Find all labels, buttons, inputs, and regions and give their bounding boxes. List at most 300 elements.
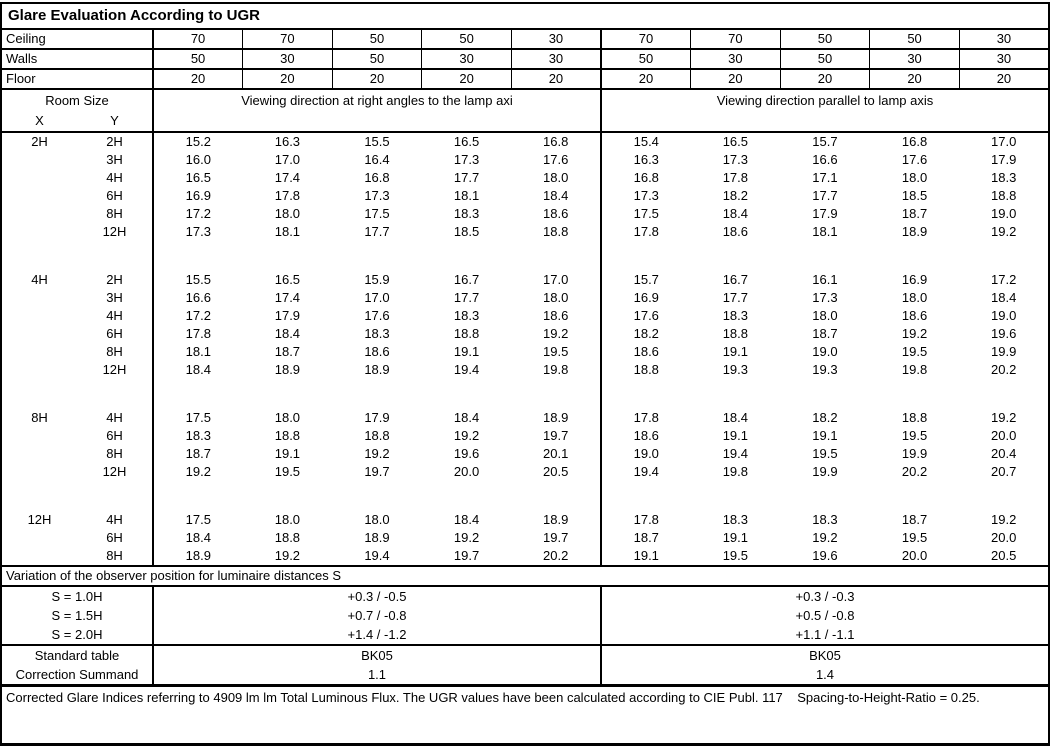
ugr-value: 17.6 (543, 152, 569, 168)
ugr-value: 18.0 (901, 170, 928, 186)
spacer-cell (153, 241, 601, 271)
ugr-value: 17.5 (601, 205, 691, 223)
ugr-value: 18.9 (543, 512, 569, 528)
ugr-value: 20.5 (991, 548, 1017, 564)
ugr-value: 19.5 (274, 464, 301, 480)
ugr-value: 17.6 (901, 152, 928, 168)
ugr-value: 18.3 (722, 512, 749, 528)
ugr-value: 19.7 (543, 530, 569, 546)
surface-value: 50 (780, 29, 870, 49)
ugr-value: 18.3 (812, 512, 838, 528)
ugr-value: 18.1 (812, 224, 838, 240)
variation-title: Variation of the observer position for luminaire distances S (1, 566, 1049, 586)
ugr-value: 19.2 (185, 464, 211, 480)
ugr-value: 16.9 (185, 188, 211, 204)
ugr-value: 19.5 (722, 548, 749, 564)
ugr-value: 17.8 (274, 188, 301, 204)
room-x-label: 4H (31, 272, 48, 288)
ugr-value: 17.8 (601, 223, 691, 241)
ugr-value: 17.8 (722, 170, 749, 186)
surface-value: 20 (780, 69, 870, 89)
ugr-data-row (1, 271, 1049, 289)
ugr-value: 18.7 (601, 529, 691, 547)
ugr-value: 15.9 (364, 272, 390, 288)
ugr-value: 15.7 (812, 134, 838, 150)
surface-value: 20 (332, 69, 422, 89)
surface-value: 70 (601, 29, 691, 49)
variation-value-left: +1.4 / -1.2 (153, 625, 601, 645)
ugr-data-row (1, 445, 1049, 463)
variation-value-right: +0.5 / -0.8 (795, 607, 855, 623)
ugr-value: 16.3 (274, 134, 301, 150)
ugr-data-row (1, 511, 1049, 529)
ugr-value: 17.7 (722, 290, 749, 306)
ugr-value: 18.1 (185, 344, 211, 360)
ugr-value: 17.8 (601, 511, 691, 529)
surface-value: 30 (511, 49, 601, 69)
summary-value-left: 1.1 (153, 665, 601, 686)
surface-value: 30 (870, 49, 960, 69)
surface-value: 20 (422, 69, 512, 89)
ugr-data-row (1, 361, 1049, 379)
ugr-value: 18.6 (901, 308, 928, 324)
ugr-value: 18.8 (722, 326, 749, 342)
summary-value-right: BK05 (601, 645, 1049, 665)
surface-value: 50 (153, 49, 243, 69)
footer-row (1, 686, 1049, 745)
room-y-label: 8H (77, 205, 153, 223)
ugr-value: 18.6 (601, 343, 691, 361)
ugr-value: 18.3 (453, 206, 480, 222)
room-x-label (1, 463, 77, 481)
ugr-value: 19.4 (722, 446, 749, 462)
ugr-value: 19.2 (453, 530, 480, 546)
ugr-value: 19.5 (812, 446, 838, 462)
ugr-value: 16.5 (722, 134, 749, 150)
ugr-value: 19.8 (543, 362, 569, 378)
ugr-value: 18.7 (901, 512, 928, 528)
ugr-value: 18.7 (812, 326, 838, 342)
summary-value-left: BK05 (153, 645, 601, 665)
ugr-value: 18.6 (543, 206, 569, 222)
ugr-value: 18.0 (364, 512, 390, 528)
ugr-value: 17.2 (185, 206, 211, 222)
room-size-label: Room Size (45, 93, 109, 108)
ugr-value: 17.3 (812, 290, 838, 306)
room-x-header: X (35, 112, 44, 128)
ugr-value: 18.9 (185, 548, 211, 564)
ugr-value: 18.3 (453, 308, 480, 324)
variation-row (1, 586, 1049, 606)
ugr-data-row (1, 169, 1049, 187)
ugr-value: 16.7 (722, 272, 749, 288)
room-y-header: Y (110, 112, 119, 128)
ugr-value: 19.1 (722, 530, 749, 546)
surface-value: 30 (959, 29, 1049, 49)
summary-value-right: 1.4 (815, 666, 835, 682)
ugr-value: 18.9 (364, 530, 390, 546)
room-x-label: 8H (31, 410, 48, 426)
surface-value: 20 (153, 69, 243, 89)
ugr-value: 16.5 (185, 170, 211, 186)
room-x-label (1, 343, 77, 361)
surface-value: 30 (691, 49, 781, 69)
room-x-label (1, 307, 77, 325)
ugr-value: 15.2 (185, 134, 211, 150)
ugr-value: 18.6 (601, 427, 691, 445)
room-x-label: 2H (31, 134, 48, 150)
surface-value: 20 (870, 69, 960, 89)
surface-value: 20 (959, 69, 1049, 89)
summary-label: Standard table (1, 645, 153, 665)
room-y-label: 12H (77, 463, 153, 481)
room-x-label (1, 325, 77, 343)
ugr-value: 17.7 (453, 170, 480, 186)
surface-value: 50 (780, 49, 870, 69)
ugr-value: 18.1 (453, 188, 480, 204)
ugr-data-row (1, 409, 1049, 427)
ugr-value: 20.0 (991, 530, 1017, 546)
ugr-value: 18.2 (812, 410, 838, 426)
ugr-data-row (1, 205, 1049, 223)
ugr-data-row (1, 151, 1049, 169)
ugr-value: 19.1 (601, 547, 691, 566)
room-x-label (1, 547, 77, 566)
ugr-value: 17.5 (185, 410, 211, 426)
spacer-cell (601, 379, 1049, 409)
summary-row (1, 665, 1049, 686)
ugr-value: 18.8 (453, 326, 480, 342)
ugr-value: 17.5 (364, 206, 390, 222)
room-y-label: 6H (77, 325, 153, 343)
surface-row (1, 69, 1049, 89)
ugr-value: 15.7 (601, 271, 691, 289)
ugr-value: 19.7 (543, 428, 569, 444)
ugr-value: 20.2 (991, 362, 1017, 378)
s-distance-label: S = 2.0H (1, 625, 153, 645)
ugr-value: 16.5 (274, 272, 301, 288)
ugr-value: 19.9 (812, 464, 838, 480)
ugr-value: 17.3 (722, 152, 749, 168)
room-y-label: 6H (77, 187, 153, 205)
ugr-value: 20.0 (901, 548, 928, 564)
ugr-value: 17.2 (991, 272, 1017, 288)
ugr-value: 19.8 (722, 464, 749, 480)
ugr-value: 17.3 (185, 224, 211, 240)
ugr-value: 19.2 (991, 512, 1017, 528)
surface-value: 50 (601, 49, 691, 69)
spacer-cell (153, 379, 601, 409)
ugr-value: 18.6 (722, 224, 749, 240)
ugr-value: 18.8 (901, 410, 928, 426)
s-distance-label: S = 1.0H (1, 586, 153, 606)
ugr-value: 18.8 (274, 428, 301, 444)
ugr-value: 18.4 (453, 410, 480, 426)
ugr-value: 19.6 (812, 548, 838, 564)
ugr-value: 19.5 (901, 344, 928, 360)
xy-header (2, 109, 152, 129)
ugr-value: 16.0 (185, 152, 211, 168)
ugr-value: 19.2 (812, 530, 838, 546)
ugr-data-row (1, 343, 1049, 361)
ugr-value: 20.4 (991, 446, 1017, 462)
ugr-value: 17.8 (185, 326, 211, 342)
ugr-value: 19.0 (991, 308, 1017, 324)
ugr-value: 17.4 (274, 170, 301, 186)
ugr-value: 16.9 (601, 289, 691, 307)
ugr-value: 18.3 (991, 170, 1017, 186)
ugr-value: 18.4 (274, 326, 301, 342)
ugr-value: 18.5 (901, 188, 928, 204)
ugr-value: 19.2 (274, 548, 301, 564)
right-section-header: Viewing direction parallel to lamp axis (601, 89, 1049, 132)
ugr-value: 19.7 (453, 548, 480, 564)
surface-value: 20 (601, 69, 691, 89)
surface-value: 70 (243, 29, 333, 49)
ugr-value: 18.8 (601, 361, 691, 379)
room-y-label: 2H (77, 132, 153, 151)
title-row (1, 3, 1049, 29)
spacer-row (1, 379, 1049, 409)
ugr-value: 16.6 (812, 152, 838, 168)
room-x-label (1, 529, 77, 547)
ugr-value: 18.8 (991, 188, 1017, 204)
ugr-value: 19.3 (722, 362, 749, 378)
ugr-value: 18.4 (185, 362, 211, 378)
spacer-cell (601, 241, 1049, 271)
room-y-label: 4H (77, 307, 153, 325)
room-y-label: 3H (77, 289, 153, 307)
variation-value-right: +1.1 / -1.1 (795, 626, 855, 642)
ugr-value: 16.8 (601, 169, 691, 187)
ugr-value: 19.9 (991, 344, 1017, 360)
ugr-value: 19.0 (991, 206, 1017, 222)
ugr-value: 19.1 (722, 428, 749, 444)
ugr-value: 18.8 (543, 224, 569, 240)
surface-value: 50 (870, 29, 960, 49)
ugr-value: 17.7 (364, 224, 390, 240)
ugr-value: 19.9 (901, 446, 928, 462)
ugr-value: 17.9 (812, 206, 838, 222)
room-y-label: 8H (77, 547, 153, 566)
room-y-label: 4H (77, 169, 153, 187)
surface-value: 70 (153, 29, 243, 49)
surface-value: 50 (332, 29, 422, 49)
summary-row (1, 645, 1049, 665)
ugr-value: 19.2 (901, 326, 928, 342)
surface-value: 30 (959, 49, 1049, 69)
surface-label: Floor (1, 69, 153, 89)
ugr-data-row (1, 132, 1049, 151)
ugr-value: 20.2 (543, 548, 569, 564)
ugr-value: 19.6 (453, 446, 480, 462)
surface-label: Ceiling (1, 29, 153, 49)
ugr-value: 18.2 (601, 325, 691, 343)
ugr-value: 20.0 (453, 464, 480, 480)
ugr-value: 20.2 (901, 464, 928, 480)
spacer-row (1, 481, 1049, 511)
ugr-value: 20.7 (991, 464, 1017, 480)
ugr-value: 18.5 (453, 224, 480, 240)
surface-row (1, 49, 1049, 69)
ugr-value: 18.1 (274, 224, 301, 240)
surface-value: 30 (511, 29, 601, 49)
ugr-data-row (1, 529, 1049, 547)
s-distance-label: S = 1.5H (1, 606, 153, 625)
surface-value: 20 (691, 69, 781, 89)
room-size-header (1, 89, 153, 132)
ugr-value: 17.5 (185, 512, 211, 528)
ugr-value: 17.7 (453, 290, 480, 306)
spacer-cell (1, 379, 153, 409)
variation-value-right: +0.3 / -0.3 (795, 588, 855, 604)
ugr-value: 17.9 (991, 152, 1017, 168)
ugr-value: 20.0 (991, 428, 1017, 444)
surface-value: 30 (243, 49, 333, 69)
spacer-cell (1, 241, 153, 271)
ugr-value: 19.6 (991, 326, 1017, 342)
ugr-value: 18.7 (185, 446, 211, 462)
summary-label: Correction Summand (1, 665, 153, 686)
ugr-table (0, 2, 1050, 746)
ugr-value: 18.3 (722, 308, 749, 324)
ugr-value: 18.6 (364, 344, 390, 360)
ugr-value: 19.5 (901, 428, 928, 444)
ugr-value: 17.3 (364, 188, 390, 204)
ugr-value: 16.8 (364, 170, 390, 186)
surface-value: 50 (332, 49, 422, 69)
footer-note: Corrected Glare Indices referring to 4909 lm lm Total Luminous Flux. The UGR values have been calculated according to CIE Publ. 117 Spacing-to-Height-Ratio = 0.25. (1, 686, 1049, 745)
surface-label: Walls (1, 49, 153, 69)
ugr-value: 19.3 (812, 362, 838, 378)
ugr-value: 19.2 (453, 428, 480, 444)
ugr-value: 18.0 (274, 206, 301, 222)
ugr-value: 18.4 (722, 410, 749, 426)
ugr-value: 18.0 (812, 308, 838, 324)
ugr-value: 16.5 (453, 134, 480, 150)
room-x-label (1, 361, 77, 379)
surface-value: 70 (691, 29, 781, 49)
ugr-data-row (1, 427, 1049, 445)
ugr-value: 19.2 (991, 410, 1017, 426)
room-y-label: 3H (77, 151, 153, 169)
ugr-value: 16.8 (901, 134, 928, 150)
ugr-value: 17.3 (601, 187, 691, 205)
surface-row (1, 29, 1049, 49)
left-section-header: Viewing direction at right angles to the lamp axi (153, 89, 601, 132)
ugr-value: 18.4 (185, 530, 211, 546)
ugr-value: 15.5 (185, 272, 211, 288)
variation-title-row (1, 566, 1049, 586)
ugr-value: 16.7 (453, 272, 480, 288)
ugr-data-row (1, 223, 1049, 241)
room-y-label: 4H (77, 511, 153, 529)
ugr-value: 17.0 (274, 152, 301, 168)
ugr-data-row (1, 463, 1049, 481)
ugr-value: 17.0 (543, 272, 569, 288)
ugr-value: 15.5 (364, 134, 390, 150)
ugr-value: 19.1 (812, 428, 838, 444)
ugr-value: 19.0 (601, 445, 691, 463)
ugr-value: 19.2 (364, 446, 390, 462)
ugr-value: 18.8 (364, 428, 390, 444)
ugr-data-row (1, 547, 1049, 566)
ugr-value: 18.7 (901, 206, 928, 222)
ugr-value: 19.1 (274, 446, 301, 462)
room-x-label: 12H (27, 512, 52, 528)
ugr-value: 17.8 (601, 409, 691, 427)
room-x-label (1, 427, 77, 445)
spacer-cell (601, 481, 1049, 511)
ugr-value: 18.0 (543, 290, 569, 306)
ugr-value: 17.7 (812, 188, 838, 204)
spacer-cell (1, 481, 153, 511)
ugr-value: 19.8 (901, 362, 928, 378)
room-x-label (1, 445, 77, 463)
ugr-value: 18.4 (453, 512, 480, 528)
ugr-value: 16.1 (812, 272, 838, 288)
ugr-data-row (1, 307, 1049, 325)
ugr-value: 18.9 (901, 224, 928, 240)
ugr-value: 19.4 (364, 548, 390, 564)
variation-row (1, 606, 1049, 625)
ugr-value: 19.1 (722, 344, 749, 360)
room-y-label: 8H (77, 343, 153, 361)
ugr-value: 17.0 (364, 290, 390, 306)
ugr-value: 17.9 (274, 308, 301, 324)
spacer-cell (153, 481, 601, 511)
ugr-value: 17.9 (364, 410, 390, 426)
ugr-value: 19.4 (453, 362, 480, 378)
room-y-label: 6H (77, 529, 153, 547)
ugr-value: 19.0 (812, 344, 838, 360)
ugr-value: 18.4 (543, 188, 569, 204)
ugr-value: 18.3 (364, 326, 390, 342)
ugr-data-row (1, 325, 1049, 343)
ugr-value: 18.0 (543, 170, 569, 186)
ugr-value: 17.6 (601, 307, 691, 325)
ugr-value: 19.2 (543, 326, 569, 342)
ugr-value: 17.6 (364, 308, 390, 324)
ugr-value: 18.7 (274, 344, 301, 360)
ugr-value: 18.4 (722, 206, 749, 222)
ugr-value: 16.9 (901, 272, 928, 288)
ugr-value: 18.4 (991, 290, 1017, 306)
room-x-label (1, 205, 77, 223)
ugr-value: 16.8 (543, 134, 569, 150)
column-header-row (1, 89, 1049, 132)
surface-value: 20 (243, 69, 333, 89)
variation-row (1, 625, 1049, 645)
room-y-label: 12H (77, 361, 153, 379)
ugr-data-row (1, 289, 1049, 307)
ugr-value: 17.4 (274, 290, 301, 306)
ugr-value: 19.5 (901, 530, 928, 546)
room-x-label (1, 289, 77, 307)
room-x-label (1, 223, 77, 241)
room-y-label: 4H (77, 409, 153, 427)
ugr-value: 17.1 (812, 170, 838, 186)
room-x-label (1, 169, 77, 187)
ugr-value: 18.9 (274, 362, 301, 378)
room-y-label: 6H (77, 427, 153, 445)
variation-value-left: +0.7 / -0.8 (153, 606, 601, 625)
variation-value-left: +0.3 / -0.5 (153, 586, 601, 606)
ugr-value: 18.3 (185, 428, 211, 444)
ugr-value: 18.0 (274, 512, 301, 528)
surface-value: 20 (511, 69, 601, 89)
ugr-value: 18.0 (901, 290, 928, 306)
